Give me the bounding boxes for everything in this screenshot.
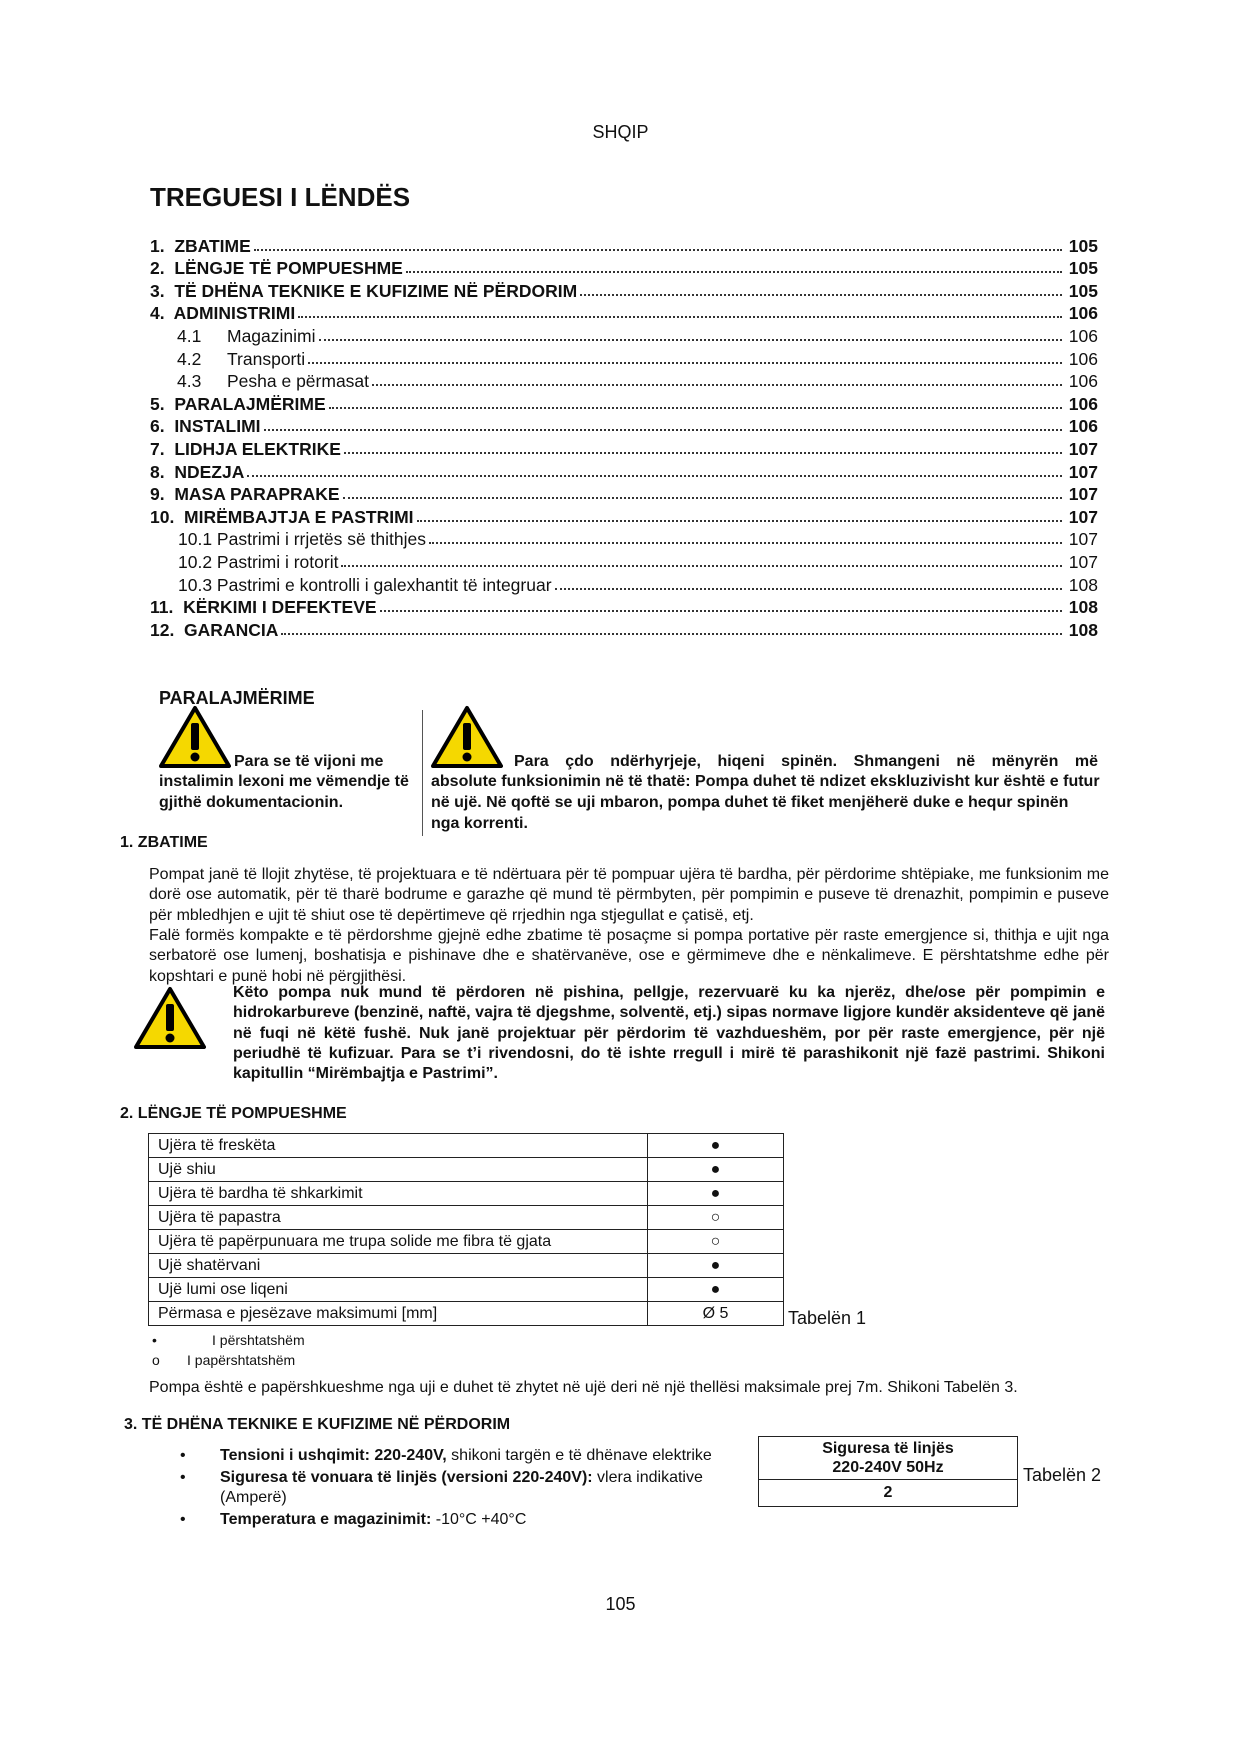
table-1-caption: Tabelën 1 <box>788 1308 867 1328</box>
toc-entry[interactable]: 1. ZBATIME 105 <box>150 235 1098 256</box>
table-row: Siguresa të linjës 220-240V 50Hz <box>759 1437 1018 1480</box>
table-row: Ujëra të bardha të shkarkimit ● <box>149 1182 784 1206</box>
toc-subentry[interactable]: 10.3 Pastrimi e kontrolli i galexhantit të integruar 108 <box>178 574 1098 595</box>
legend-unsuitable: o I papërshtatshëm <box>152 1352 296 1368</box>
section-1-paragraph-1: Pompat janë të llojit zhytëse, të projektuara e të ndërtuara për të pompuar ujëra të bardha, për përdorime shtëpiake, me funksionim me dorë ose automatik, për të tharë bodrume e garazhe që mund të përmbyten, për pompimin e puseve të drenazhit, pompimin e puseve për mbledhjen e ujit të shiut ose të depërtimeve që rrjedhin nga stjegullat e çatisë, etj. <box>149 866 1109 924</box>
toc-entry[interactable]: 2. LËNGJE TË POMPUESHME 105 <box>150 258 1098 279</box>
warning-left-text: instalimin lexoni me vëmendje të gjithë dokumentacionin. <box>159 773 409 811</box>
toc-subentry[interactable]: 4.2 Transporti 106 <box>177 348 1098 369</box>
technical-data-list <box>180 1446 760 1531</box>
page-number: 105 <box>605 1594 636 1614</box>
table-row: Ujë shiu ● <box>149 1158 784 1182</box>
section-2-note: Pompa është e papërshkueshme nga uji e duhet të zhytet në ujë deri në një thellësi maksimale prej 7m. Shikoni Tabelën 3. <box>149 1379 1018 1396</box>
table-row: 2 <box>759 1480 1018 1507</box>
toc-title: TREGUESI I LËNDËS <box>150 182 411 212</box>
toc-entry[interactable]: 11. KËRKIMI I DEFEKTEVE 108 <box>150 597 1098 618</box>
section-1-paragraph-2: Falë formës kompakte e të përdorshme gjejnë edhe zbatime të posaçme si pompa portative për raste emergjence si, thithja e ujit nga serbatorë ose lumenj, boshatisja e pishinave dhe e shatërvanëve, ose e gërmimeve dhe e nënkalimeve. E përshtatshme edhe për kopshtari e punë hobi në përgjithësi. <box>149 927 1109 985</box>
warning-left-first-line: Para se të vijoni me <box>234 753 384 770</box>
warnings-divider <box>422 710 423 836</box>
table-row: Ujë shatërvani ● <box>149 1254 784 1278</box>
list-item: • Siguresa të vonuara të linjës (versioni 220-240V): vlera indikative (Amperë) <box>180 1468 703 1506</box>
warning-triangle-icon <box>134 986 206 1050</box>
table-row: Ujëra të freskëta ● <box>149 1134 784 1158</box>
table-of-contents <box>150 233 1098 640</box>
section-3-heading: 3. TË DHËNA TEKNIKE E KUFIZIME NË PËRDORIM <box>124 1416 511 1433</box>
toc-entry[interactable]: 7. LIDHJA ELEKTRIKE 107 <box>150 438 1098 459</box>
warning-right-first-line: Para çdo ndërhyrjeje, hiqeni spinën. Shmangeni në mënyrën më <box>514 753 1098 770</box>
table-2-caption: Tabelën 2 <box>1023 1465 1102 1485</box>
toc-entry[interactable]: 8. NDEZJA 107 <box>150 461 1098 482</box>
warnings-heading: PARALAJMËRIME <box>159 688 315 708</box>
page-header-language: SHQIP <box>592 122 649 142</box>
section-1-warning-text: Këto pompa nuk mund të përdoren në pishina, pellgje, rezervuarë ku ka njerëz, dhe/ose për pompimin e hidrokarbureve (benzinë, naftë, vajra të djegshme, solventë, etj.) sipas normave ligjore kundër aksidenteve që janë në fuqi në këtë fushë. Nuk janë projektuar për përdorim të vazhdueshëm, por për raste emergjence, për një periudhë të kufizuar. Para se t’i rivendosni, do të ishte rregull i mirë të parashikonit një fazë pastrimi. Shikoni kapitullin “Mirëmbajtja e Pastrimi”. <box>233 984 1105 1083</box>
toc-entry[interactable]: 12. GARANCIA 108 <box>150 619 1098 640</box>
section-2-heading: 2. LËNGJE TË POMPUESHME <box>120 1105 347 1122</box>
toc-entry[interactable]: 6. INSTALIMI 106 <box>150 416 1098 437</box>
toc-entry[interactable]: 3. TË DHËNA TEKNIKE E KUFIZIME NË PËRDORIM 105 <box>150 280 1098 301</box>
warning-triangle-icon <box>159 705 231 769</box>
line-fuse-table <box>758 1436 1018 1507</box>
table-row: Ujëra të papastra ○ <box>149 1206 784 1230</box>
warning-triangle-icon <box>431 705 503 769</box>
table-row: Ujë lumi ose liqeni ● <box>149 1278 784 1302</box>
table-row: Përmasa e pjesëzave maksimumi [mm] Ø 5 <box>149 1302 784 1326</box>
pumpable-fluids-table <box>148 1133 784 1326</box>
table-row: Ujëra të papërpunuara me trupa solide me fibra të gjata ○ <box>149 1230 784 1254</box>
section-1-heading: 1. ZBATIME <box>120 834 208 851</box>
toc-entry[interactable]: 5. PARALAJMËRIME 106 <box>150 393 1098 414</box>
toc-entry[interactable]: 4. ADMINISTRIMI 106 <box>150 303 1098 324</box>
toc-entry[interactable]: 10. MIRËMBAJTJA E PASTRIMI 107 <box>150 506 1098 527</box>
toc-subentry[interactable]: 10.1 Pastrimi i rrjetës së thithjes 107 <box>178 529 1098 550</box>
toc-subentry[interactable]: 10.2 Pastrimi i rotorit 107 <box>178 551 1098 572</box>
warning-right-text: absolute funksionimin në të thatë: Pompa duhet të ndizet ekskluzivisht kur është e futur në ujë. Në qoftë se uji mbaron, pompa duhet të fiket menjëherë duke e hequr spinën nga korrenti. <box>431 773 1100 832</box>
toc-subentry[interactable]: 4.1 Magazinimi 106 <box>177 325 1098 346</box>
list-item: • Temperatura e magazinimit: -10°C +40°C <box>180 1510 527 1528</box>
toc-entry[interactable]: 9. MASA PARAPRAKE 107 <box>150 484 1098 505</box>
legend-suitable: • I përshtatshëm <box>152 1332 305 1348</box>
toc-subentry[interactable]: 4.3 Pesha e përmasat 106 <box>177 371 1098 392</box>
list-item: • Tensioni i ushqimit: 220-240V, shikoni targën e të dhënave elektrike <box>180 1447 712 1464</box>
